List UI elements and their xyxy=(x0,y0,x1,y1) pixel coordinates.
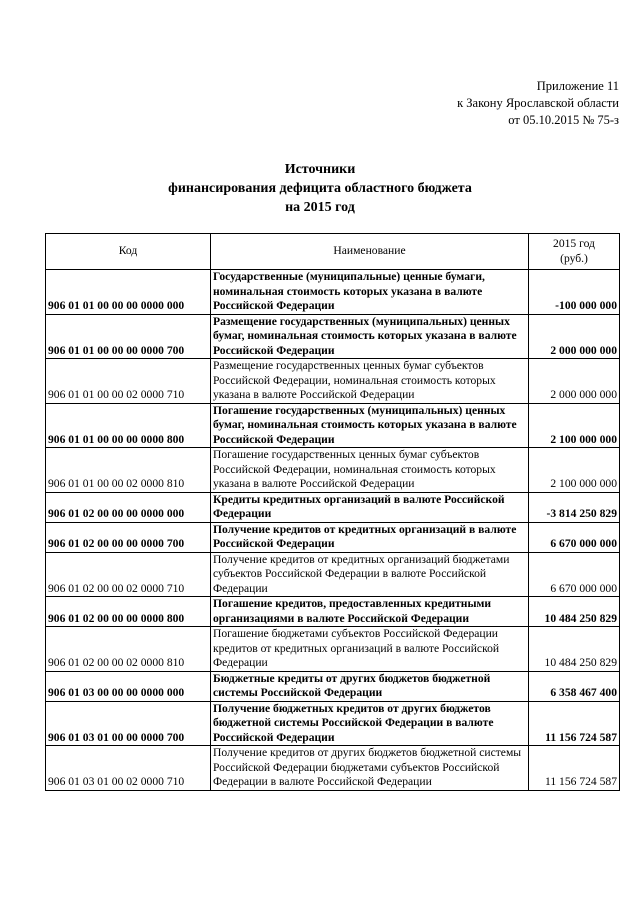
row-name: Погашение бюджетами субъектов Российской Федерации кредитов от кредитных организаций в валюте Российской Федерации xyxy=(211,627,529,672)
row-code: 906 01 02 00 00 00 0000 800 xyxy=(46,597,211,627)
row-name: Бюджетные кредиты от других бюджетов бюджетной системы Российской Федерации xyxy=(211,671,529,701)
table-row xyxy=(46,701,620,746)
table-row xyxy=(46,746,620,791)
row-code: 906 01 02 00 00 02 0000 710 xyxy=(46,552,211,597)
header-amount-year: 2015 год xyxy=(553,237,595,250)
table-row xyxy=(46,597,620,627)
row-name: Размещение государственных (муниципальных) ценных бумаг, номинальная стоимость которых указана в валюте Российской Федерации xyxy=(211,314,529,359)
row-name: Получение бюджетных кредитов от других бюджетов бюджетной системы Российской Федерации в валюте Российской Федерации xyxy=(211,701,529,746)
title-line-3: на 2015 год xyxy=(285,200,355,215)
row-code: 906 01 01 00 00 00 0000 000 xyxy=(46,270,211,315)
row-name: Государственные (муниципальные) ценные бумаги, номинальная стоимость которых указана в валюте Российской Федерации xyxy=(211,270,529,315)
row-code: 906 01 01 00 00 00 0000 700 xyxy=(46,314,211,359)
appendix-number: Приложение 11 xyxy=(536,79,619,93)
row-amount: 6 358 467 400 xyxy=(529,671,620,701)
title-line-1: Источники xyxy=(284,162,356,177)
table-row xyxy=(46,492,620,522)
table-row xyxy=(46,552,620,597)
table-row xyxy=(46,448,620,493)
header-amount xyxy=(529,234,620,270)
financing-sources-table xyxy=(45,233,620,791)
table-row xyxy=(46,403,620,448)
row-amount: 11 156 724 587 xyxy=(529,746,620,791)
row-amount: 6 670 000 000 xyxy=(529,522,620,552)
row-code: 906 01 02 00 00 02 0000 810 xyxy=(46,627,211,672)
table-row xyxy=(46,671,620,701)
row-amount: -100 000 000 xyxy=(529,270,620,315)
row-name: Получение кредитов от кредитных организаций в валюте Российской Федерации xyxy=(211,522,529,552)
title-line-2: финансирования дефицита областного бюджета xyxy=(168,181,472,196)
appendix-law: к Закону Ярославской области xyxy=(457,96,619,110)
row-code: 906 01 02 00 00 00 0000 000 xyxy=(46,492,211,522)
row-code: 906 01 03 00 00 00 0000 000 xyxy=(46,671,211,701)
row-amount: 11 156 724 587 xyxy=(529,701,620,746)
table-row xyxy=(46,314,620,359)
appendix-reference xyxy=(457,78,619,129)
row-amount: 6 670 000 000 xyxy=(529,552,620,597)
row-amount: 2 000 000 000 xyxy=(529,314,620,359)
table-row xyxy=(46,359,620,404)
row-amount: 2 100 000 000 xyxy=(529,403,620,448)
row-amount: 2 000 000 000 xyxy=(529,359,620,404)
header-name: Наименование xyxy=(211,234,529,270)
table-header-row xyxy=(46,234,620,270)
appendix-date: от 05.10.2015 № 75-з xyxy=(508,113,619,127)
row-code: 906 01 01 00 00 02 0000 810 xyxy=(46,448,211,493)
document-title xyxy=(0,160,640,217)
row-amount: 2 100 000 000 xyxy=(529,448,620,493)
row-code: 906 01 01 00 00 00 0000 800 xyxy=(46,403,211,448)
row-code: 906 01 01 00 00 02 0000 710 xyxy=(46,359,211,404)
row-code: 906 01 02 00 00 00 0000 700 xyxy=(46,522,211,552)
row-amount: -3 814 250 829 xyxy=(529,492,620,522)
row-amount: 10 484 250 829 xyxy=(529,597,620,627)
table-row xyxy=(46,627,620,672)
row-name: Получение кредитов от других бюджетов бюджетной системы Российской Федерации бюджетами субъектов Российской Федерации в валюте Российской Федерации xyxy=(211,746,529,791)
row-amount: 10 484 250 829 xyxy=(529,627,620,672)
row-name: Погашение кредитов, предоставленных кредитными организациями в валюте Российской Федерации xyxy=(211,597,529,627)
header-code: Код xyxy=(46,234,211,270)
row-code: 906 01 03 01 00 00 0000 700 xyxy=(46,701,211,746)
row-code: 906 01 03 01 00 02 0000 710 xyxy=(46,746,211,791)
row-name: Кредиты кредитных организаций в валюте Российской Федерации xyxy=(211,492,529,522)
header-amount-unit: (руб.) xyxy=(560,251,588,265)
row-name: Получение кредитов от кредитных организаций бюджетами субъектов Российской Федерации в валюте Российской Федерации xyxy=(211,552,529,597)
row-name: Погашение государственных ценных бумаг субъектов Российской Федерации, номинальная стоимость которых указана в валюте Российской Федерации xyxy=(211,448,529,493)
table-row xyxy=(46,270,620,315)
row-name: Погашение государственных (муниципальных) ценных бумаг, номинальная стоимость которых указана в валюте Российской Федерации xyxy=(211,403,529,448)
table-row xyxy=(46,522,620,552)
row-name: Размещение государственных ценных бумаг субъектов Российской Федерации, номинальная стоимость которых указана в валюте Российской Федерации xyxy=(211,359,529,404)
